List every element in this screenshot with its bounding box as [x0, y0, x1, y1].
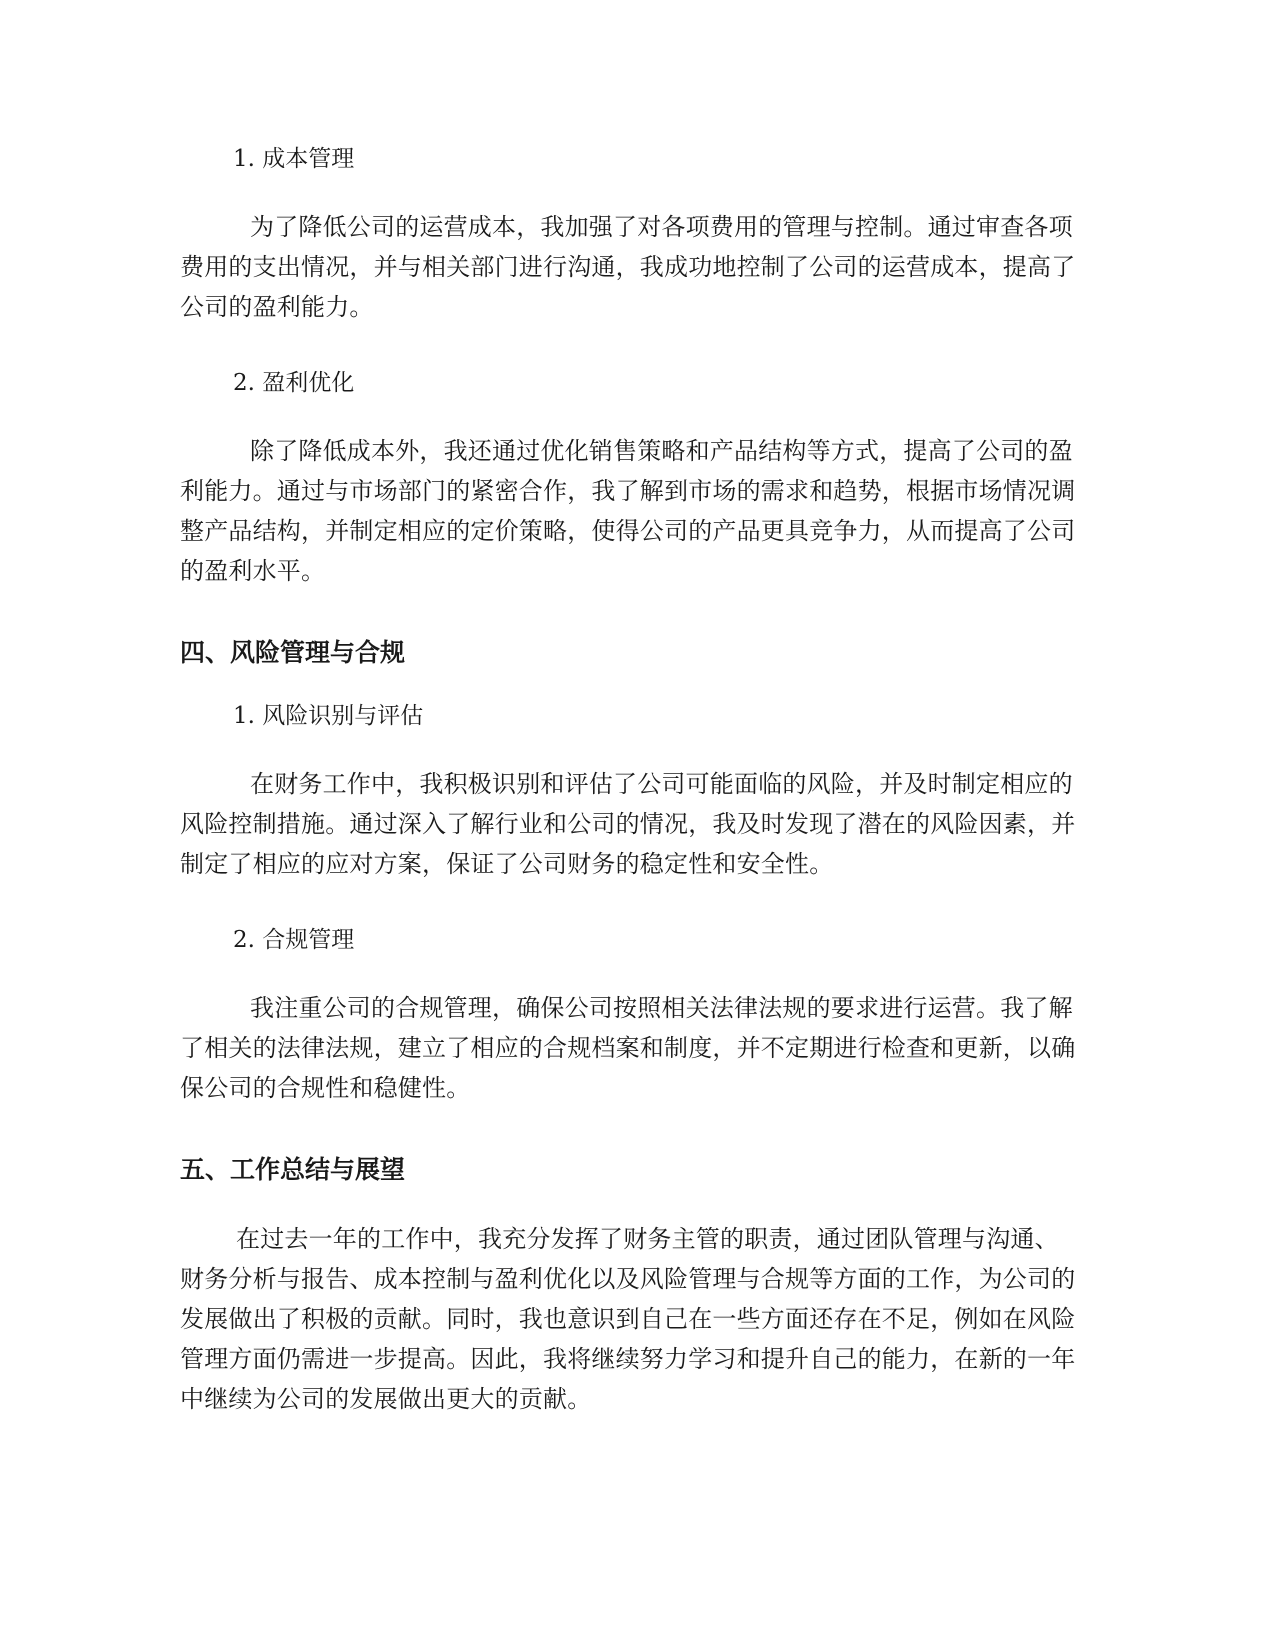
paragraph-risk-identification: 在财务工作中，我积极识别和评估了公司可能面临的风险，并及时制定相应的风险控制措施。通过深入了解行业和公司的情况，我及时发现了潜在的风险因素，并制定了相应的应对方案，保证了公司财务的稳定性和安全性。 [180, 770, 1076, 878]
paragraph-cost-management: 为了降低公司的运营成本，我加强了对各项费用的管理与控制。通过审查各项费用的支出情况，并与相关部门进行沟通，我成功地控制了公司的运营成本，提高了公司的盈利能力。 [180, 213, 1076, 321]
paragraph-compliance-management: 我注重公司的合规管理，确保公司按照相关法律法规的要求进行运营。我了解了相关的法律法规，建立了相应的合规档案和制度，并不定期进行检查和更新，以确保公司的合规性和稳健性。 [180, 994, 1076, 1102]
paragraph-profit-optimization: 除了降低成本外，我还通过优化销售策略和产品结构等方式，提高了公司的盈利能力。通过与市场部门的紧密合作，我了解到市场的需求和趋势，根据市场情况调整产品结构，并制定相应的定价策略，使得公司的产品更具竞争力，从而提高了公司的盈利水平。 [180, 437, 1076, 585]
section-title-summary-outlook: 五、工作总结与展望 [180, 1155, 406, 1184]
subheading-profit-optimization: 2. 盈利优化 [233, 370, 355, 396]
subheading-compliance-management: 2. 合规管理 [233, 927, 355, 953]
paragraph-summary-outlook: 在过去一年的工作中，我充分发挥了财务主管的职责，通过团队管理与沟通、财务分析与报告、成本控制与盈利优化以及风险管理与合规等方面的工作，为公司的发展做出了积极的贡献。同时，我也意识到自己在一些方面还存在不足，例如在风险管理方面仍需进一步提高。因此，我将继续努力学习和提升自己的能力，在新的一年中继续为公司的发展做出更大的贡献。 [180, 1225, 1076, 1413]
subheading-risk-identification: 1. 风险识别与评估 [233, 703, 424, 729]
section-title-risk-compliance: 四、风险管理与合规 [180, 638, 406, 667]
document-body [180, 145, 1080, 1419]
subheading-cost-management: 1. 成本管理 [233, 146, 355, 172]
